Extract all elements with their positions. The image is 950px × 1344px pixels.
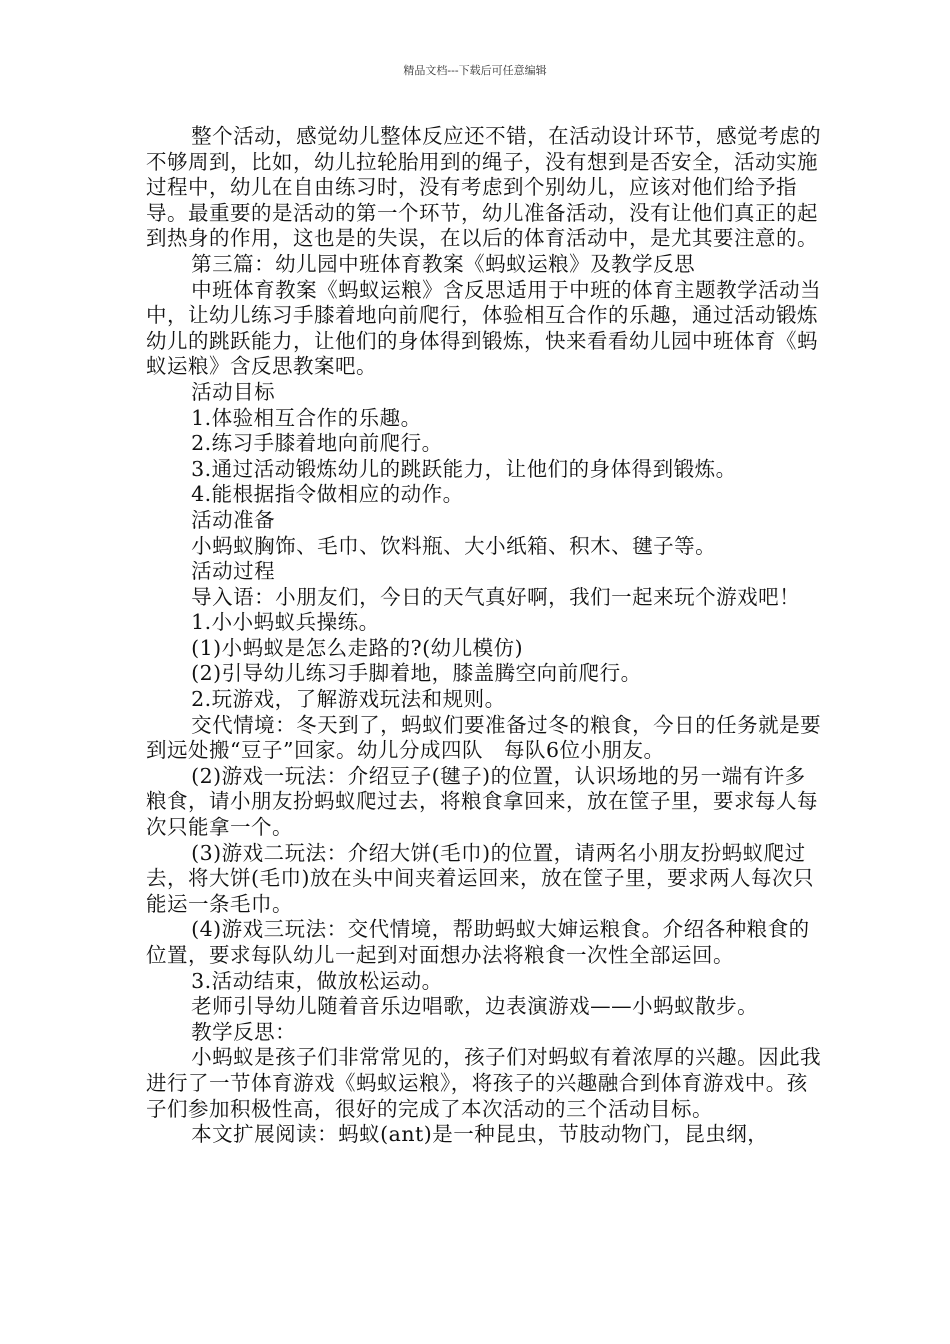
paragraph-extended-reading: 本文扩展阅读：蚂蚁(ant)是一种昆虫，节肢动物门，昆虫纲， [191, 1122, 769, 1147]
process-substep: 老师引导幼儿随着音乐边唱歌，边表演游戏——小蚂蚁散步。 [191, 994, 759, 1019]
process-step: 3.活动结束，做放松运动。 [191, 968, 443, 993]
page-header: 精品文档---下载后可任意编辑 [403, 64, 547, 77]
section-title: 第三篇：幼儿园中班体育教案《蚂蚁运粮》及教学反思 [191, 251, 696, 276]
paragraph-summary: 整个活动，感觉幼儿整体反应还不错，在活动设计环节，感觉考虑的不够周到，比如，幼儿拉轮胎用到的绳子，没有想到是否安全，活动实施过程中，幼儿在自由练习时，没有考虑到个别幼儿，应该对他们给予指导。最重要的是活动的第一个环节，幼儿准备活动，没有让他们真正的起到热身的作用，这也是的失误，在以后的体育活动中，是尤其要注意的。 [146, 124, 822, 251]
goal-item: 2.练习手膝着地向前爬行。 [191, 431, 443, 456]
process-substep: (1)小蚂蚁是怎么走路的?(幼儿模仿) [191, 635, 524, 660]
heading-reflection: 教学反思： [191, 1019, 297, 1044]
process-step: 2.玩游戏，了解游戏玩法和规则。 [191, 687, 506, 712]
goal-item: 3.通过活动锻炼幼儿的跳跃能力，让他们的身体得到锻炼。 [191, 456, 737, 481]
process-step: 1.小小蚂蚁兵操练。 [191, 610, 380, 635]
heading-process: 活动过程 [191, 559, 276, 584]
document-body [146, 124, 826, 1148]
paragraph-game-three: (4)游戏三玩法：交代情境，帮助蚂蚁大婶运粮食。介绍各种粮食的位置，要求每队幼儿一起到对面想办法将粮食一次性全部运回。 [146, 917, 810, 967]
process-substep: (2)引导幼儿练习手脚着地，膝盖腾空向前爬行。 [191, 661, 642, 686]
heading-preparation: 活动准备 [191, 507, 276, 532]
paragraph-intro: 中班体育教案《蚂蚁运粮》含反思适用于中班的体育主题教学活动当中，让幼儿练习手膝着地向前爬行，体验相互合作的乐趣，通过活动锻炼幼儿的跳跃能力，让他们的身体得到锻炼，快来看看幼儿园中班体育《蚂蚁运粮》含反思教案吧。 [146, 277, 822, 379]
paragraph-game-one: (2)游戏一玩法：介绍豆子(毽子)的位置，认识场地的另一端有许多粮食，请小朋友扮蚂蚁爬过去，将粮食拿回来，放在筐子里，要求每人每次只能拿一个。 [146, 763, 818, 840]
heading-goals: 活动目标 [191, 379, 276, 404]
paragraph-lead-in: 导入语：小朋友们，今日的天气真好啊，我们一起来玩个游戏吧！ [191, 584, 801, 609]
preparation-list: 小蚂蚁胸饰、毛巾、饮料瓶、大小纸箱、积木、毽子等。 [191, 533, 717, 558]
goal-item: 4.能根据指令做相应的动作。 [191, 482, 464, 507]
paragraph-game-two: (3)游戏二玩法：介绍大饼(毛巾)的位置，请两名小朋友扮蚂蚁爬过去，将大饼(毛巾)放在头中间夹着运回来，放在筐子里，要求两人每次只能运一条毛巾。 [146, 840, 814, 916]
paragraph-scenario: 交代情境：冬天到了，蚂蚁们要准备过冬的粮食，今日的任务就是要到远处搬“豆子”回家。幼儿分成四队 每队6位小朋友。 [146, 712, 822, 763]
goal-item: 1.体验相互合作的乐趣。 [191, 405, 422, 430]
paragraph-reflection: 小蚂蚁是孩子们非常常见的，孩子们对蚂蚁有着浓厚的兴趣。因此我进行了一节体育游戏《蚂蚁运粮》，将孩子的兴趣融合到体育游戏中。孩子们参加积极性高，很好的完成了本次活动的三个活动目标。 [146, 1045, 822, 1121]
